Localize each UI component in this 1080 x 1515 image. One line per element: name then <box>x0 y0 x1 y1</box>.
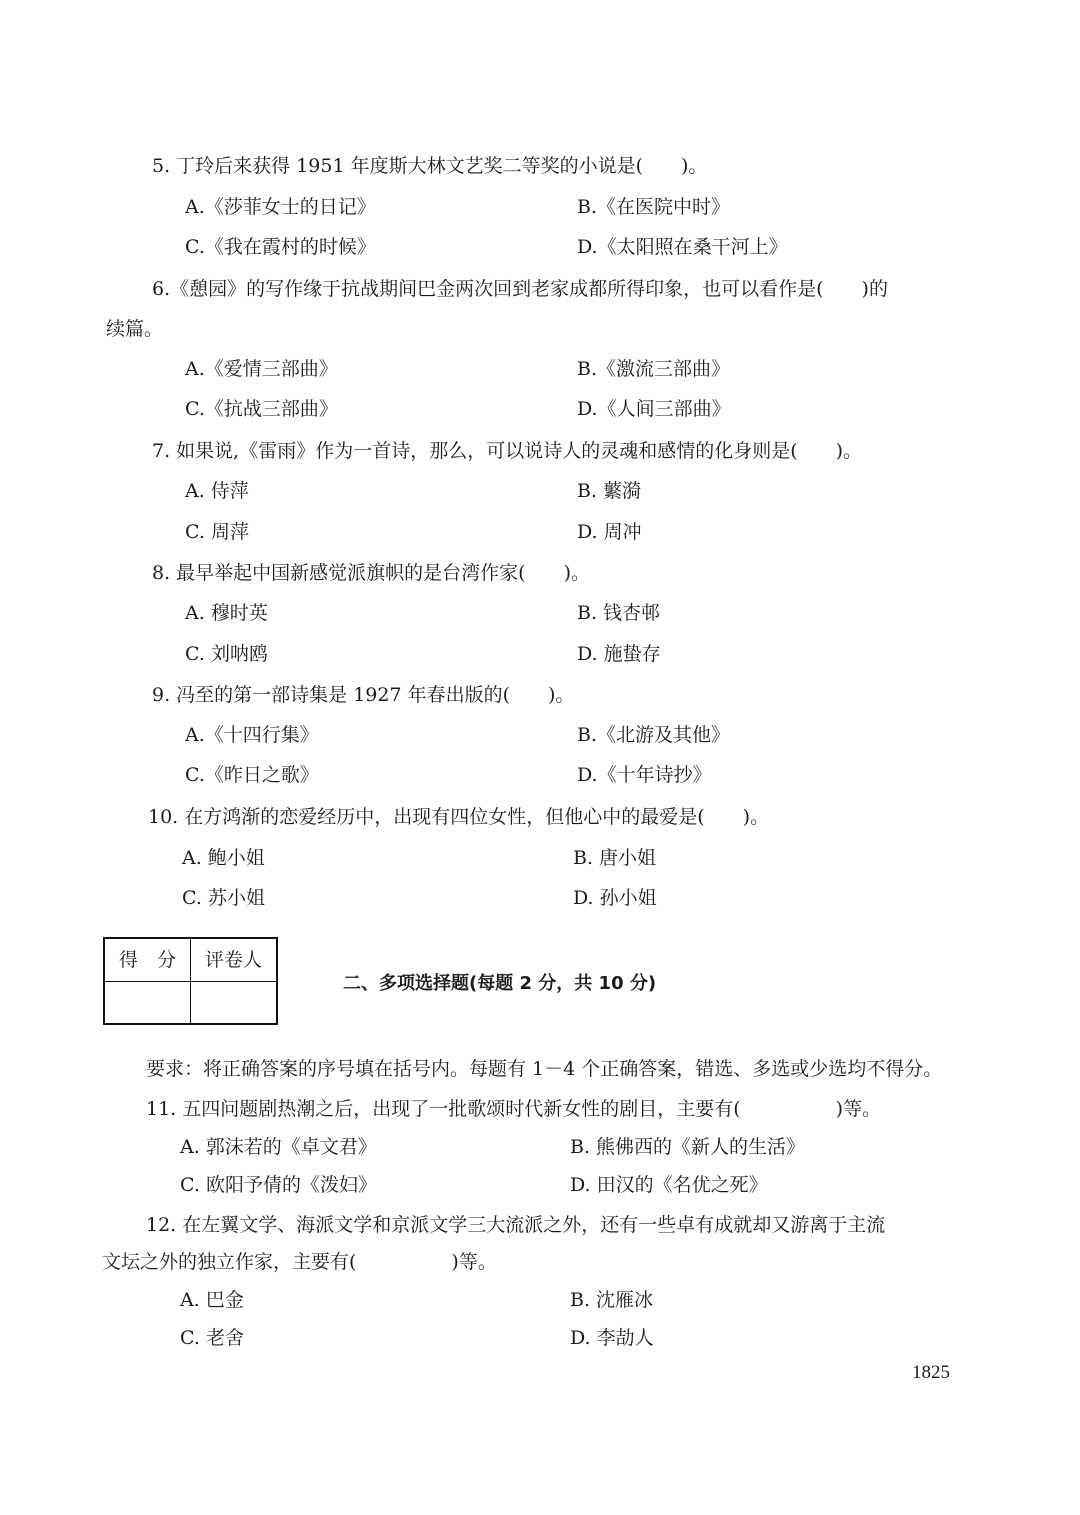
q9-option-c: C.《昨日之歌》 <box>185 764 319 786</box>
q9-stem: 9. 冯至的第一部诗集是 1927 年春出版的( )。 <box>152 684 575 706</box>
q10-option-c: C. 苏小姐 <box>182 887 265 909</box>
q7-option-b: B. 蘩漪 <box>577 480 642 502</box>
q6-stem-line2: 续篇。 <box>106 318 164 340</box>
q11-option-b: B. 熊佛西的《新人的生活》 <box>570 1136 806 1158</box>
q9-option-d: D.《十年诗抄》 <box>577 764 712 786</box>
q12-stem-line2: 文坛之外的独立作家，主要有( )等。 <box>102 1251 497 1273</box>
q12-option-b: B. 沈雁冰 <box>570 1289 654 1311</box>
q8-option-a: A. 穆时英 <box>185 602 268 624</box>
q10-option-d: D. 孙小姐 <box>573 887 657 909</box>
q11-stem: 11. 五四问题剧热潮之后，出现了一批歌颂时代新女性的剧目，主要有( )等。 <box>146 1098 882 1120</box>
q7-option-a: A. 侍萍 <box>185 480 249 502</box>
q10-stem: 10. 在方鸿渐的恋爱经历中，出现有四位女性，但他心中的最爱是( )。 <box>148 806 770 828</box>
q7-option-c: C. 周萍 <box>185 521 249 543</box>
q8-option-c: C. 刘呐鸥 <box>185 643 268 665</box>
q9-option-b: B.《北游及其他》 <box>577 724 731 746</box>
q6-stem-line1: 6.《憩园》的写作缘于抗战期间巴金两次回到老家成都所得印象，也可以看作是( )的 <box>152 278 888 300</box>
q7-stem: 7. 如果说,《雷雨》作为一首诗，那么，可以说诗人的灵魂和感情的化身则是( )。 <box>152 440 863 462</box>
q7-option-d: D. 周冲 <box>577 521 642 543</box>
q11-option-d: D. 田汉的《名优之死》 <box>570 1174 768 1196</box>
q5-option-b: B.《在医院中时》 <box>577 196 731 218</box>
q12-option-d: D. 李劼人 <box>570 1327 654 1349</box>
q6-option-a: A.《爱情三部曲》 <box>185 358 338 380</box>
q8-stem: 8. 最早举起中国新感觉派旗帜的是台湾作家( )。 <box>152 562 590 584</box>
section2-title: 二、多项选择题(每题 2 分，共 10 分) <box>343 973 657 994</box>
score-box-column-divider <box>190 939 191 1023</box>
q6-option-b: B.《激流三部曲》 <box>577 358 731 380</box>
q12-stem-line1: 12. 在左翼文学、海派文学和京派文学三大流派之外，还有一些卓有成就却又游离于主流 <box>146 1214 886 1236</box>
page-number: 1825 <box>912 1362 950 1383</box>
q11-option-a: A. 郭沫若的《卓文君》 <box>180 1136 377 1158</box>
q10-option-a: A. 鲍小姐 <box>182 847 265 869</box>
grader-label: 评卷人 <box>205 949 263 971</box>
q5-option-d: D.《太阳照在桑干河上》 <box>577 236 788 258</box>
section2-requirement: 要求：将正确答案的序号填在括号内。每题有 1－4 个正确答案，错选、多选或少选均不得分。 <box>146 1058 943 1080</box>
q5-option-a: A.《莎菲女士的日记》 <box>185 196 376 218</box>
q9-option-a: A.《十四行集》 <box>185 724 319 746</box>
q6-option-c: C.《抗战三部曲》 <box>185 398 338 420</box>
q11-option-c: C. 欧阳予倩的《泼妇》 <box>180 1174 377 1196</box>
score-label: 得 分 <box>119 949 177 971</box>
q6-option-d: D.《人间三部曲》 <box>577 398 731 420</box>
q12-option-c: C. 老舍 <box>180 1327 244 1349</box>
q12-option-a: A. 巴金 <box>180 1289 244 1311</box>
score-box <box>103 937 278 1025</box>
q8-option-d: D. 施蛰存 <box>577 643 661 665</box>
q10-option-b: B. 唐小姐 <box>573 847 657 869</box>
q8-option-b: B. 钱杏邨 <box>577 602 661 624</box>
q5-option-c: C.《我在霞村的时候》 <box>185 236 376 258</box>
q5-stem: 5. 丁玲后来获得 1951 年度斯大林文艺奖二等奖的小说是( )。 <box>152 155 708 177</box>
